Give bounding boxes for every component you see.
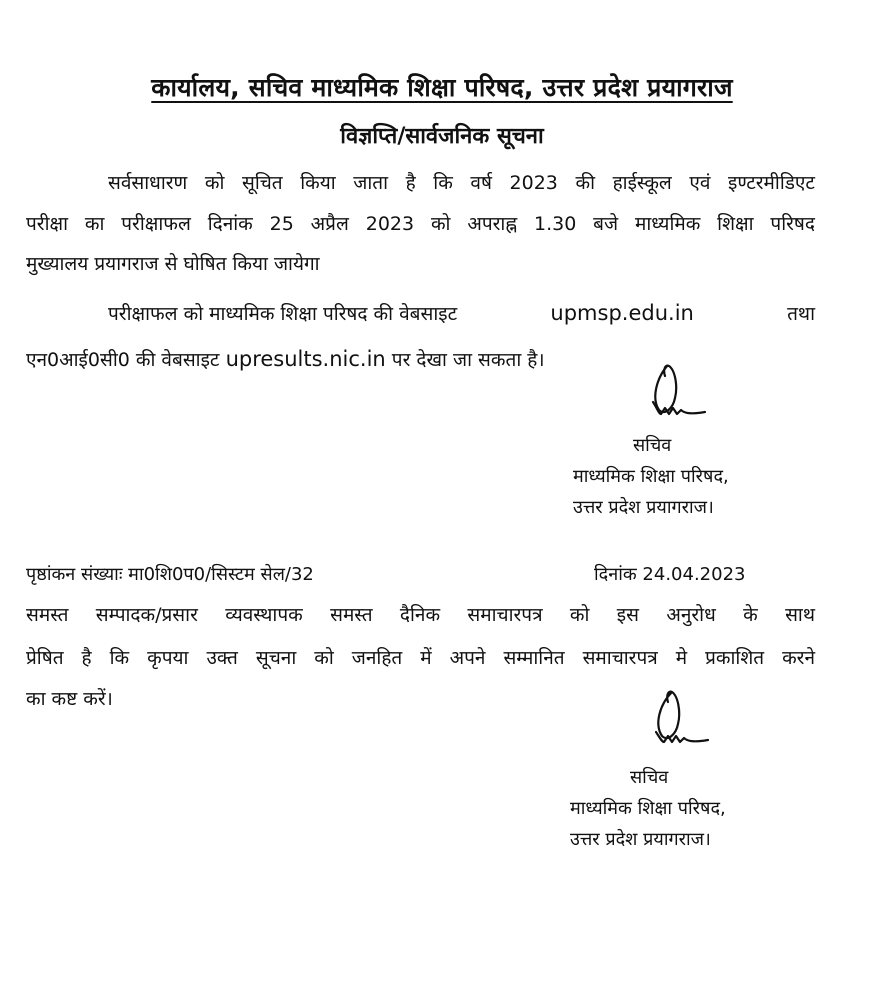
website-upresults-link[interactable]: upresults.nic.in [225,347,386,371]
signature-block-1 [573,430,729,523]
reference-number: पृष्ठांकन संख्याः मा0शि0प0/सिस्टम सेल/32 [26,564,314,585]
organization-1: माध्यमिक शिक्षा परिषद, [573,466,729,487]
place-2: उत्तर प्रदेश प्रयागराज। [570,829,711,850]
para2-line1-end: तथा [787,303,815,325]
website-upmsp-link[interactable]: upmsp.edu.in [550,301,694,325]
signature-1 [645,358,725,428]
para2-line1 [108,300,815,327]
endorsement-date: दिनांक 24.04.2023 [594,564,746,585]
signature-2 [648,686,728,756]
notice-subtitle: विज्ञप्ति/सार्वजनिक सूचना [340,124,544,149]
designation-2: सचिव [630,767,669,788]
organization-2: माध्यमिक शिक्षा परिषद, [570,798,726,819]
para2-line2 [26,346,545,373]
para1-line1: सर्वसाधारण को सूचित किया जाता है कि वर्ष 2023 की हाईस्कूल एवं इण्टरमीडिएट [108,172,815,194]
para1-line2: परीक्षा का परीक्षाफल दिनांक 25 अप्रैल 2023 को अपराह्न 1.30 बजे माध्यमिक शिक्षा परिषद [26,213,815,235]
office-title: कार्यालय, सचिव माध्यमिक शिक्षा परिषद, उत्तर प्रदेश प्रयागराज [151,73,733,102]
para2-line1-text: परीक्षाफल को माध्यमिक शिक्षा परिषद की वेबसाइट [108,303,458,325]
place-1: उत्तर प्रदेश प्रयागराज। [573,497,714,518]
endorsement-line2: प्रेषित है कि कृपया उक्त सूचना को जनहित में अपने सम्मानित समाचारपत्र मे प्रकाशित करने [26,647,815,669]
para2-line2-text: एन0आई0सी0 की वेबसाइट [26,349,220,371]
para2-line2-end: पर देखा जा सकता है। [391,349,545,371]
signature-block-2 [570,762,726,855]
para1-line3: मुख्यालय प्रयागराज से घोषित किया जायेगा [26,253,320,275]
designation-1: सचिव [633,435,672,456]
endorsement-line1: समस्त सम्पादक/प्रसार व्यवस्थापक समस्त दैनिक समाचारपत्र को इस अनुरोध के साथ [26,604,815,626]
endorsement-line3: का कष्ट करें। [26,688,113,710]
